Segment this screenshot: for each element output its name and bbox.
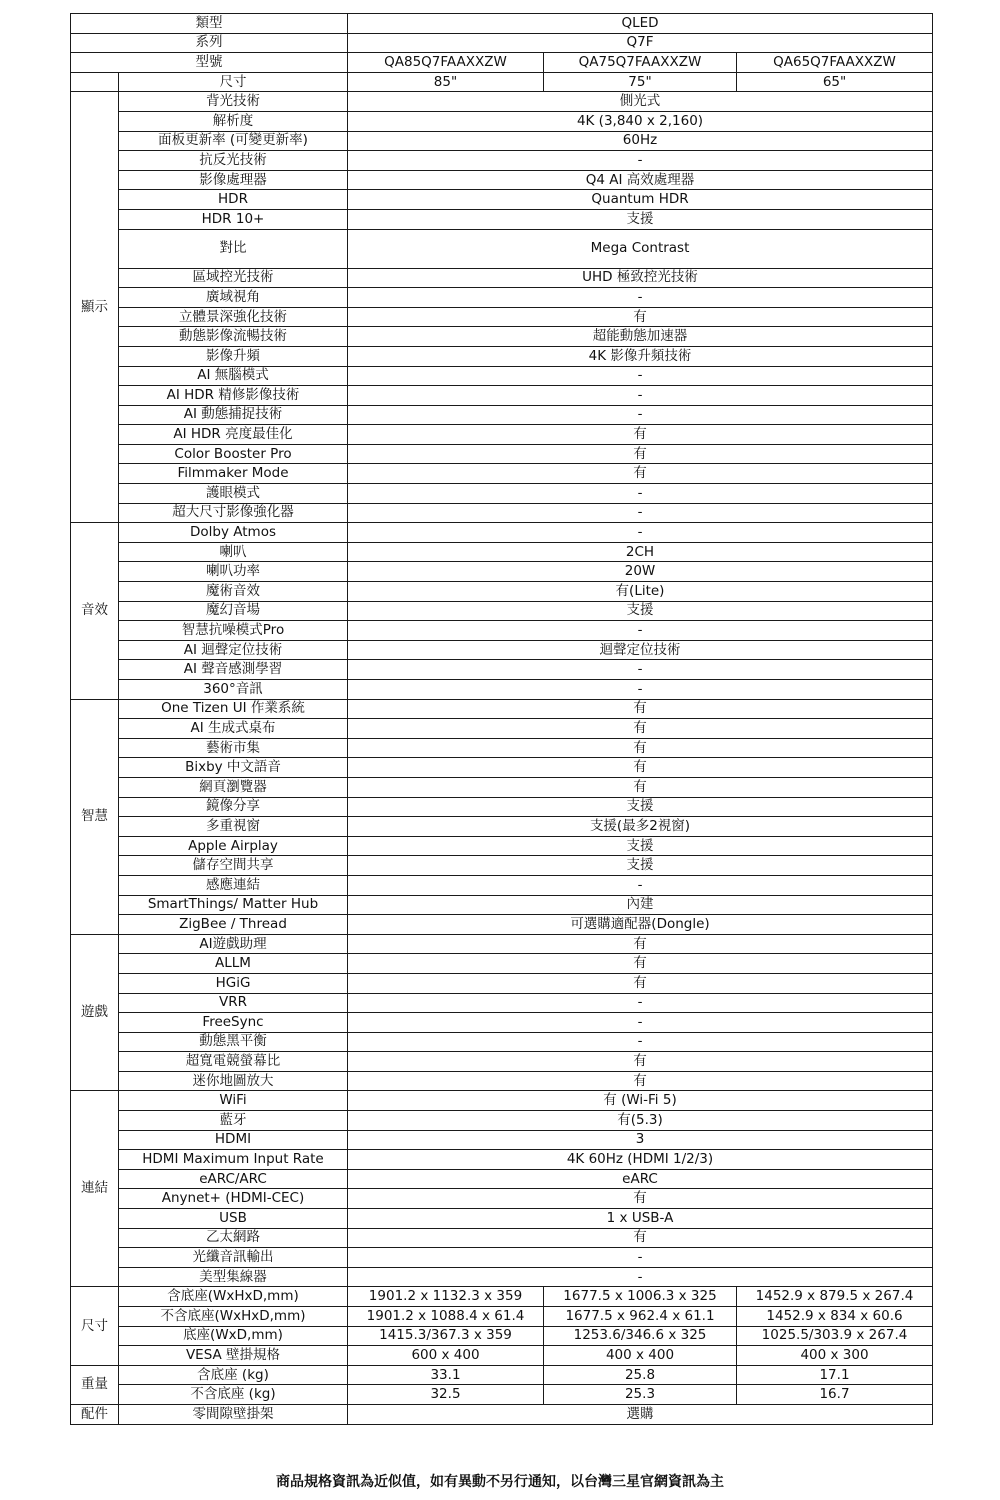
spec-label: 抗反光技術: [119, 151, 348, 171]
table-row: [71, 1365, 933, 1385]
label-size: 尺寸: [119, 72, 348, 92]
spec-value: 支援: [348, 856, 933, 876]
table-row: [71, 601, 933, 621]
row-size: [71, 72, 933, 92]
table-row: [71, 484, 933, 504]
spec-label: 影像升頻: [119, 346, 348, 366]
table-row: [71, 836, 933, 856]
label-series: 系列: [71, 33, 348, 53]
spec-value: 33.1: [348, 1365, 544, 1385]
spec-label: AI 聲音感測學習: [119, 660, 348, 680]
spec-value: 2CH: [348, 542, 933, 562]
spec-value: -: [348, 660, 933, 680]
spec-value: -: [348, 503, 933, 523]
spec-label: 面板更新率 (可變更新率): [119, 131, 348, 151]
size-85: 85": [348, 72, 544, 92]
table-row: [71, 621, 933, 641]
table-row: [71, 464, 933, 484]
spec-label: HDR 10+: [119, 209, 348, 229]
spec-label: Color Booster Pro: [119, 444, 348, 464]
category-empty: [71, 72, 119, 92]
spec-label: 智慧抗噪模式Pro: [119, 621, 348, 641]
table-row: [71, 151, 933, 171]
spec-label: 儲存空間共享: [119, 856, 348, 876]
spec-label: 喇叭功率: [119, 562, 348, 582]
spec-value: 有: [348, 1189, 933, 1209]
table-row: [71, 1150, 933, 1170]
spec-value: -: [348, 151, 933, 171]
table-row: [71, 405, 933, 425]
table-row: [71, 856, 933, 876]
spec-label: 立體景深強化技術: [119, 307, 348, 327]
spec-value: 支援: [348, 836, 933, 856]
table-row: [71, 346, 933, 366]
spec-label: 鏡像分享: [119, 797, 348, 817]
spec-value: 有: [348, 1228, 933, 1248]
table-row: [71, 523, 933, 543]
spec-sheet: [70, 13, 932, 1425]
spec-label: VESA 壁掛規格: [119, 1346, 348, 1366]
spec-label: 美型集線器: [119, 1267, 348, 1287]
spec-value: 400 x 400: [544, 1346, 737, 1366]
table-row: [71, 973, 933, 993]
category-weight: 重量: [71, 1365, 119, 1404]
spec-value: -: [348, 386, 933, 406]
spec-label: 護眼模式: [119, 484, 348, 504]
model-85: QA85Q7FAAXXZW: [348, 53, 544, 73]
spec-value: 有: [348, 444, 933, 464]
category-dimensions: 尺寸: [71, 1287, 119, 1365]
spec-value: 有: [348, 954, 933, 974]
spec-value: 1677.5 x 1006.3 x 325: [544, 1287, 737, 1307]
spec-value: 1452.9 x 834 x 60.6: [737, 1307, 933, 1327]
spec-label: 廣域視角: [119, 288, 348, 308]
spec-value: -: [348, 875, 933, 895]
spec-value: 25.8: [544, 1365, 737, 1385]
table-row: [71, 738, 933, 758]
spec-value: 4K 60Hz (HDMI 1/2/3): [348, 1150, 933, 1170]
model-65: QA65Q7FAAXXZW: [737, 53, 933, 73]
table-row: [71, 307, 933, 327]
spec-label: 動態黑平衡: [119, 1032, 348, 1052]
table-row: [71, 190, 933, 210]
spec-value: Mega Contrast: [348, 229, 933, 268]
spec-label: Apple Airplay: [119, 836, 348, 856]
table-row: [71, 1013, 933, 1033]
table-row: [71, 288, 933, 308]
table-row: [71, 875, 933, 895]
spec-label: 含底座(WxHxD,mm): [119, 1287, 348, 1307]
spec-value: 有: [348, 719, 933, 739]
spec-label: AI HDR 亮度最佳化: [119, 425, 348, 445]
spec-label: 網頁瀏覽器: [119, 777, 348, 797]
spec-label: 感應連結: [119, 875, 348, 895]
spec-label: HDMI: [119, 1130, 348, 1150]
spec-value: 1901.2 x 1132.3 x 359: [348, 1287, 544, 1307]
spec-label: 乙太網路: [119, 1228, 348, 1248]
table-row: [71, 131, 933, 151]
table-row: [71, 1169, 933, 1189]
spec-value: 16.7: [737, 1385, 933, 1405]
spec-label: One Tizen UI 作業系統: [119, 699, 348, 719]
spec-label: HGiG: [119, 973, 348, 993]
spec-value: 支援: [348, 209, 933, 229]
spec-label: 光纖音訊輸出: [119, 1248, 348, 1268]
spec-label: 超寬電競螢幕比: [119, 1052, 348, 1072]
spec-value: 有: [348, 1071, 933, 1091]
spec-value: 有: [348, 934, 933, 954]
spec-label: 360°音訊: [119, 680, 348, 700]
table-row: [71, 562, 933, 582]
table-row: [71, 386, 933, 406]
spec-value: 4K (3,840 x 2,160): [348, 111, 933, 131]
spec-value: Q4 AI 高效處理器: [348, 170, 933, 190]
spec-label: 含底座 (kg): [119, 1365, 348, 1385]
spec-label: Bixby 中文語音: [119, 758, 348, 778]
spec-label: Filmmaker Mode: [119, 464, 348, 484]
spec-value: 支援(最多2視窗): [348, 817, 933, 837]
spec-label: 動態影像流暢技術: [119, 327, 348, 347]
spec-value: 支援: [348, 797, 933, 817]
spec-value: 17.1: [737, 1365, 933, 1385]
spec-value: -: [348, 1032, 933, 1052]
table-row: [71, 1189, 933, 1209]
spec-label: 不含底座 (kg): [119, 1385, 348, 1405]
spec-label: 藝術市集: [119, 738, 348, 758]
spec-value: UHD 極致控光技術: [348, 268, 933, 288]
spec-value: 有: [348, 758, 933, 778]
spec-value: 1901.2 x 1088.4 x 61.4: [348, 1307, 544, 1327]
table-row: [71, 209, 933, 229]
row-type: [71, 14, 933, 34]
spec-label: 影像處理器: [119, 170, 348, 190]
spec-value: 選購: [348, 1404, 933, 1424]
spec-value: -: [348, 523, 933, 543]
table-row: [71, 366, 933, 386]
table-row: [71, 1091, 933, 1111]
table-row: [71, 699, 933, 719]
category-connectivity: 連結: [71, 1091, 119, 1287]
category-accessories: 配件: [71, 1404, 119, 1424]
spec-value: 1025.5/303.9 x 267.4: [737, 1326, 933, 1346]
table-row: [71, 777, 933, 797]
spec-label: HDR: [119, 190, 348, 210]
table-row: [71, 680, 933, 700]
spec-value: 有 (Wi-Fi 5): [348, 1091, 933, 1111]
table-row: [71, 542, 933, 562]
spec-value: 有: [348, 777, 933, 797]
table-row: [71, 895, 933, 915]
table-row: [71, 1209, 933, 1229]
spec-value: 3: [348, 1130, 933, 1150]
row-series: [71, 33, 933, 53]
label-model: 型號: [71, 53, 348, 73]
spec-value: 側光式: [348, 92, 933, 112]
spec-label: 對比: [119, 229, 348, 268]
table-row: [71, 170, 933, 190]
table-row: [71, 1385, 933, 1405]
spec-value: -: [348, 1013, 933, 1033]
spec-value: -: [348, 484, 933, 504]
spec-label: 超大尺寸影像強化器: [119, 503, 348, 523]
spec-label: AI HDR 精修影像技術: [119, 386, 348, 406]
spec-label: SmartThings/ Matter Hub: [119, 895, 348, 915]
value-series: Q7F: [348, 33, 933, 53]
spec-label: ALLM: [119, 954, 348, 974]
spec-value: 迴聲定位技術: [348, 640, 933, 660]
table-row: [71, 503, 933, 523]
table-row: [71, 1248, 933, 1268]
category-audio: 音效: [71, 523, 119, 699]
spec-label: ZigBee / Thread: [119, 915, 348, 935]
spec-label: 底座(WxD,mm): [119, 1326, 348, 1346]
spec-label: AI遊戲助理: [119, 934, 348, 954]
spec-value: 有: [348, 973, 933, 993]
spec-value: -: [348, 288, 933, 308]
spec-label: WiFi: [119, 1091, 348, 1111]
label-type: 類型: [71, 14, 348, 34]
spec-value: 有: [348, 699, 933, 719]
spec-value: 可選購適配器(Dongle): [348, 915, 933, 935]
table-row: [71, 1326, 933, 1346]
spec-value: 400 x 300: [737, 1346, 933, 1366]
row-model: [71, 53, 933, 73]
spec-label: 魔幻音場: [119, 601, 348, 621]
spec-value: -: [348, 366, 933, 386]
spec-value: 25.3: [544, 1385, 737, 1405]
table-row: [71, 1052, 933, 1072]
spec-label: 解析度: [119, 111, 348, 131]
size-75: 75": [544, 72, 737, 92]
spec-label: AI 動態捕捉技術: [119, 405, 348, 425]
table-row: [71, 1267, 933, 1287]
model-75: QA75Q7FAAXXZW: [544, 53, 737, 73]
spec-label: 喇叭: [119, 542, 348, 562]
table-row: [71, 1346, 933, 1366]
size-65: 65": [737, 72, 933, 92]
table-row: [71, 1307, 933, 1327]
spec-table: [70, 13, 933, 1425]
table-row: [71, 582, 933, 602]
table-row: [71, 934, 933, 954]
table-row: [71, 1111, 933, 1131]
spec-value: 1677.5 x 962.4 x 61.1: [544, 1307, 737, 1327]
table-row: [71, 758, 933, 778]
spec-label: VRR: [119, 993, 348, 1013]
table-row: [71, 1404, 933, 1424]
spec-label: 藍牙: [119, 1111, 348, 1131]
spec-label: Anynet+ (HDMI-CEC): [119, 1189, 348, 1209]
table-row: [71, 797, 933, 817]
table-row: [71, 92, 933, 112]
spec-label: eARC/ARC: [119, 1169, 348, 1189]
table-row: [71, 817, 933, 837]
spec-value: -: [348, 1248, 933, 1268]
spec-value: 1253.6/346.6 x 325: [544, 1326, 737, 1346]
category-smart: 智慧: [71, 699, 119, 934]
spec-label: HDMI Maximum Input Rate: [119, 1150, 348, 1170]
table-row: [71, 111, 933, 131]
table-row: [71, 229, 933, 268]
spec-label: AI 無腦模式: [119, 366, 348, 386]
spec-value: -: [348, 1267, 933, 1287]
spec-value: 1 x USB-A: [348, 1209, 933, 1229]
table-row: [71, 660, 933, 680]
table-row: [71, 1287, 933, 1307]
table-row: [71, 719, 933, 739]
spec-label: 魔術音效: [119, 582, 348, 602]
table-row: [71, 915, 933, 935]
table-row: [71, 640, 933, 660]
spec-value: 有(5.3): [348, 1111, 933, 1131]
spec-value: 內建: [348, 895, 933, 915]
spec-value: 600 x 400: [348, 1346, 544, 1366]
spec-label: FreeSync: [119, 1013, 348, 1033]
spec-value: 有: [348, 1052, 933, 1072]
spec-value: 超能動態加速器: [348, 327, 933, 347]
spec-value: -: [348, 680, 933, 700]
footnote: 商品規格資訊為近似值，如有異動不另行通知，以台灣三星官網資訊為主: [276, 1474, 724, 1490]
table-row: [71, 1032, 933, 1052]
spec-label: 零間隙壁掛架: [119, 1404, 348, 1424]
value-type: QLED: [348, 14, 933, 34]
spec-value: 有: [348, 738, 933, 758]
spec-value: Quantum HDR: [348, 190, 933, 210]
table-row: [71, 1130, 933, 1150]
table-row: [71, 268, 933, 288]
spec-label: Dolby Atmos: [119, 523, 348, 543]
spec-value: 有: [348, 425, 933, 445]
spec-label: 背光技術: [119, 92, 348, 112]
spec-label: USB: [119, 1209, 348, 1229]
spec-value: 1452.9 x 879.5 x 267.4: [737, 1287, 933, 1307]
spec-value: -: [348, 993, 933, 1013]
spec-value: 20W: [348, 562, 933, 582]
spec-value: 支援: [348, 601, 933, 621]
table-row: [71, 1228, 933, 1248]
spec-value: 32.5: [348, 1385, 544, 1405]
table-row: [71, 954, 933, 974]
spec-label: AI 迴聲定位技術: [119, 640, 348, 660]
category-gaming: 遊戲: [71, 934, 119, 1091]
spec-value: 有: [348, 464, 933, 484]
table-row: [71, 1071, 933, 1091]
table-row: [71, 993, 933, 1013]
spec-value: 60Hz: [348, 131, 933, 151]
spec-value: -: [348, 405, 933, 425]
spec-value: eARC: [348, 1169, 933, 1189]
table-row: [71, 425, 933, 445]
spec-value: 1415.3/367.3 x 359: [348, 1326, 544, 1346]
spec-value: -: [348, 621, 933, 641]
spec-label: 迷你地圖放大: [119, 1071, 348, 1091]
spec-value: 有: [348, 307, 933, 327]
spec-label: 多重視窗: [119, 817, 348, 837]
table-row: [71, 327, 933, 347]
spec-value: 有(Lite): [348, 582, 933, 602]
category-display: 顯示: [71, 92, 119, 523]
spec-value: 4K 影像升頻技術: [348, 346, 933, 366]
spec-label: 不含底座(WxHxD,mm): [119, 1307, 348, 1327]
spec-label: 區域控光技術: [119, 268, 348, 288]
spec-label: AI 生成式桌布: [119, 719, 348, 739]
table-row: [71, 444, 933, 464]
